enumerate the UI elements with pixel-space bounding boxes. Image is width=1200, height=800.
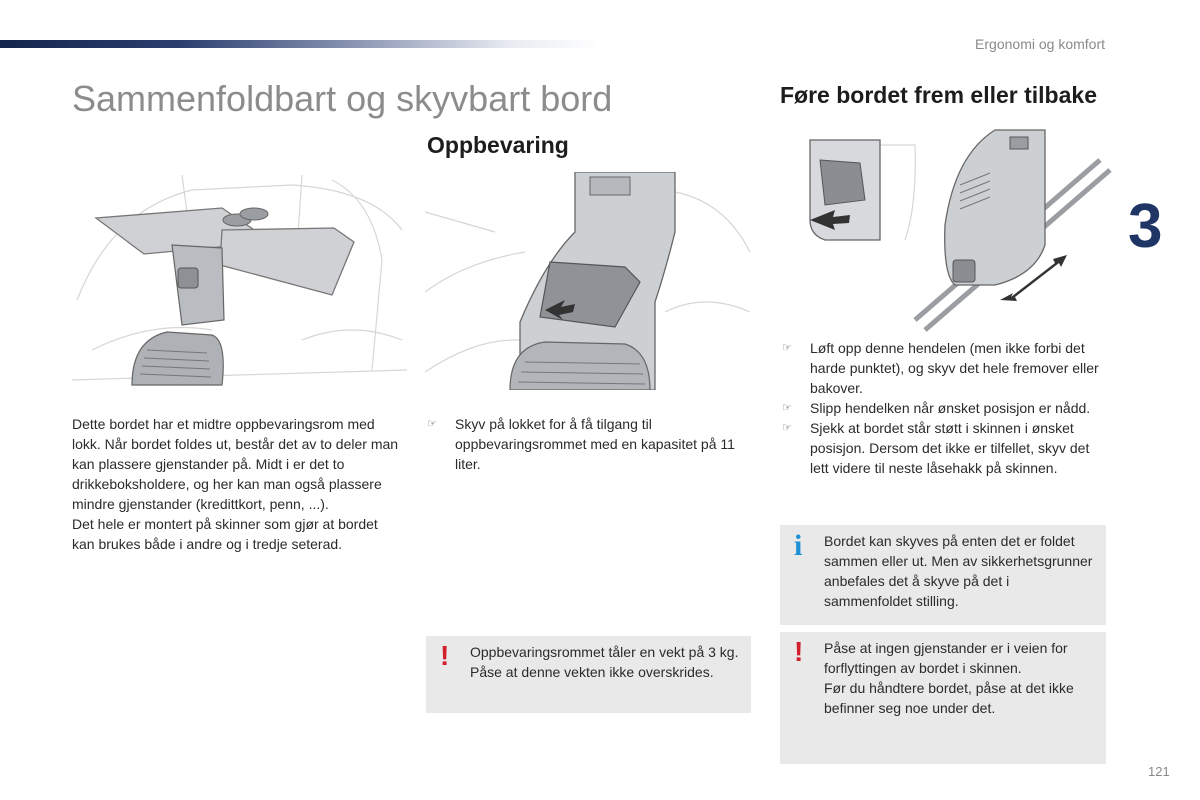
pointing-hand-icon: ☞ [427,418,437,430]
storage-warning-box [426,636,751,713]
folding-table-illustration [72,170,407,390]
exclamation-icon: ! [440,640,450,671]
header-gradient-bar [0,40,600,48]
list-item [782,418,1107,478]
storage-warning-text: Oppbevaringsrommet tåler en vekt på 3 kg. Påse at denne vekten ikke overskrides. [470,644,739,680]
bullet-text: Skyv på lokket for å få tilgang til oppbevaringsrommet med en kapasitet på 11 liter. [455,416,735,472]
pointing-hand-icon: ☞ [782,402,792,414]
pointing-hand-icon: ☞ [782,342,792,354]
bullet-text: Løft opp denne hendelen (men ikke forbi det harde punktet), og skyv det hele fremover eller bakover. [810,340,1099,396]
slide-bullet-list [782,338,1107,478]
chapter-number: 3 [1128,192,1163,261]
page-number: 121 [1148,764,1170,779]
bullet-text: Sjekk at bordet står støtt i skinnen i ønsket posisjon. Dersom det ikke er tilfellet, skyv det lett videre til neste låsehakk på skinnen. [810,420,1090,476]
slide-info-text: Bordet kan skyves på enten det er foldet sammen eller ut. Men av sikkerhetsgrunner anbefales det å skyve på det i sammenfoldet stilling. [824,533,1093,609]
info-icon: i [794,529,803,562]
page-title: Sammenfoldbart og skyvbart bord [72,78,613,119]
list-item [782,338,1107,398]
pointing-hand-icon: ☞ [782,422,792,434]
storage-compartment-illustration [425,172,750,390]
bullet-text: Slipp hendelken når ønsket posisjon er nådd. [810,400,1091,416]
intro-paragraph: Dette bordet har et midtre oppbevaringsrom med lokk. Når bordet foldes ut, består det av to deler man kan plassere gjenstander på. Midt i er det to drikkeboksholdere, og her kan man også plassere mindre gjenstander (kredittkort, penn, ...). Det hele er montert på skinner som gjør at bordet kan brukes både i andre og i tredje seterad. [72,416,399,552]
exclamation-icon: ! [794,636,804,667]
slide-warning-box [780,632,1106,764]
storage-heading: Oppbevaring [427,132,569,158]
list-item [427,414,749,474]
slide-info-box [780,525,1106,625]
storage-bullet-list [427,414,749,474]
slide-heading: Føre bordet frem eller tilbake [780,82,1097,108]
slide-warning-text: Påse at ingen gjenstander er i veien for forflyttingen av bordet i skinnen. Før du håndtere bordet, påse at det ikke befinner seg noe under det. [824,640,1074,716]
section-label: Ergonomi og komfort [975,36,1105,52]
list-item [782,398,1107,418]
slide-rail-illustration [805,125,1125,335]
